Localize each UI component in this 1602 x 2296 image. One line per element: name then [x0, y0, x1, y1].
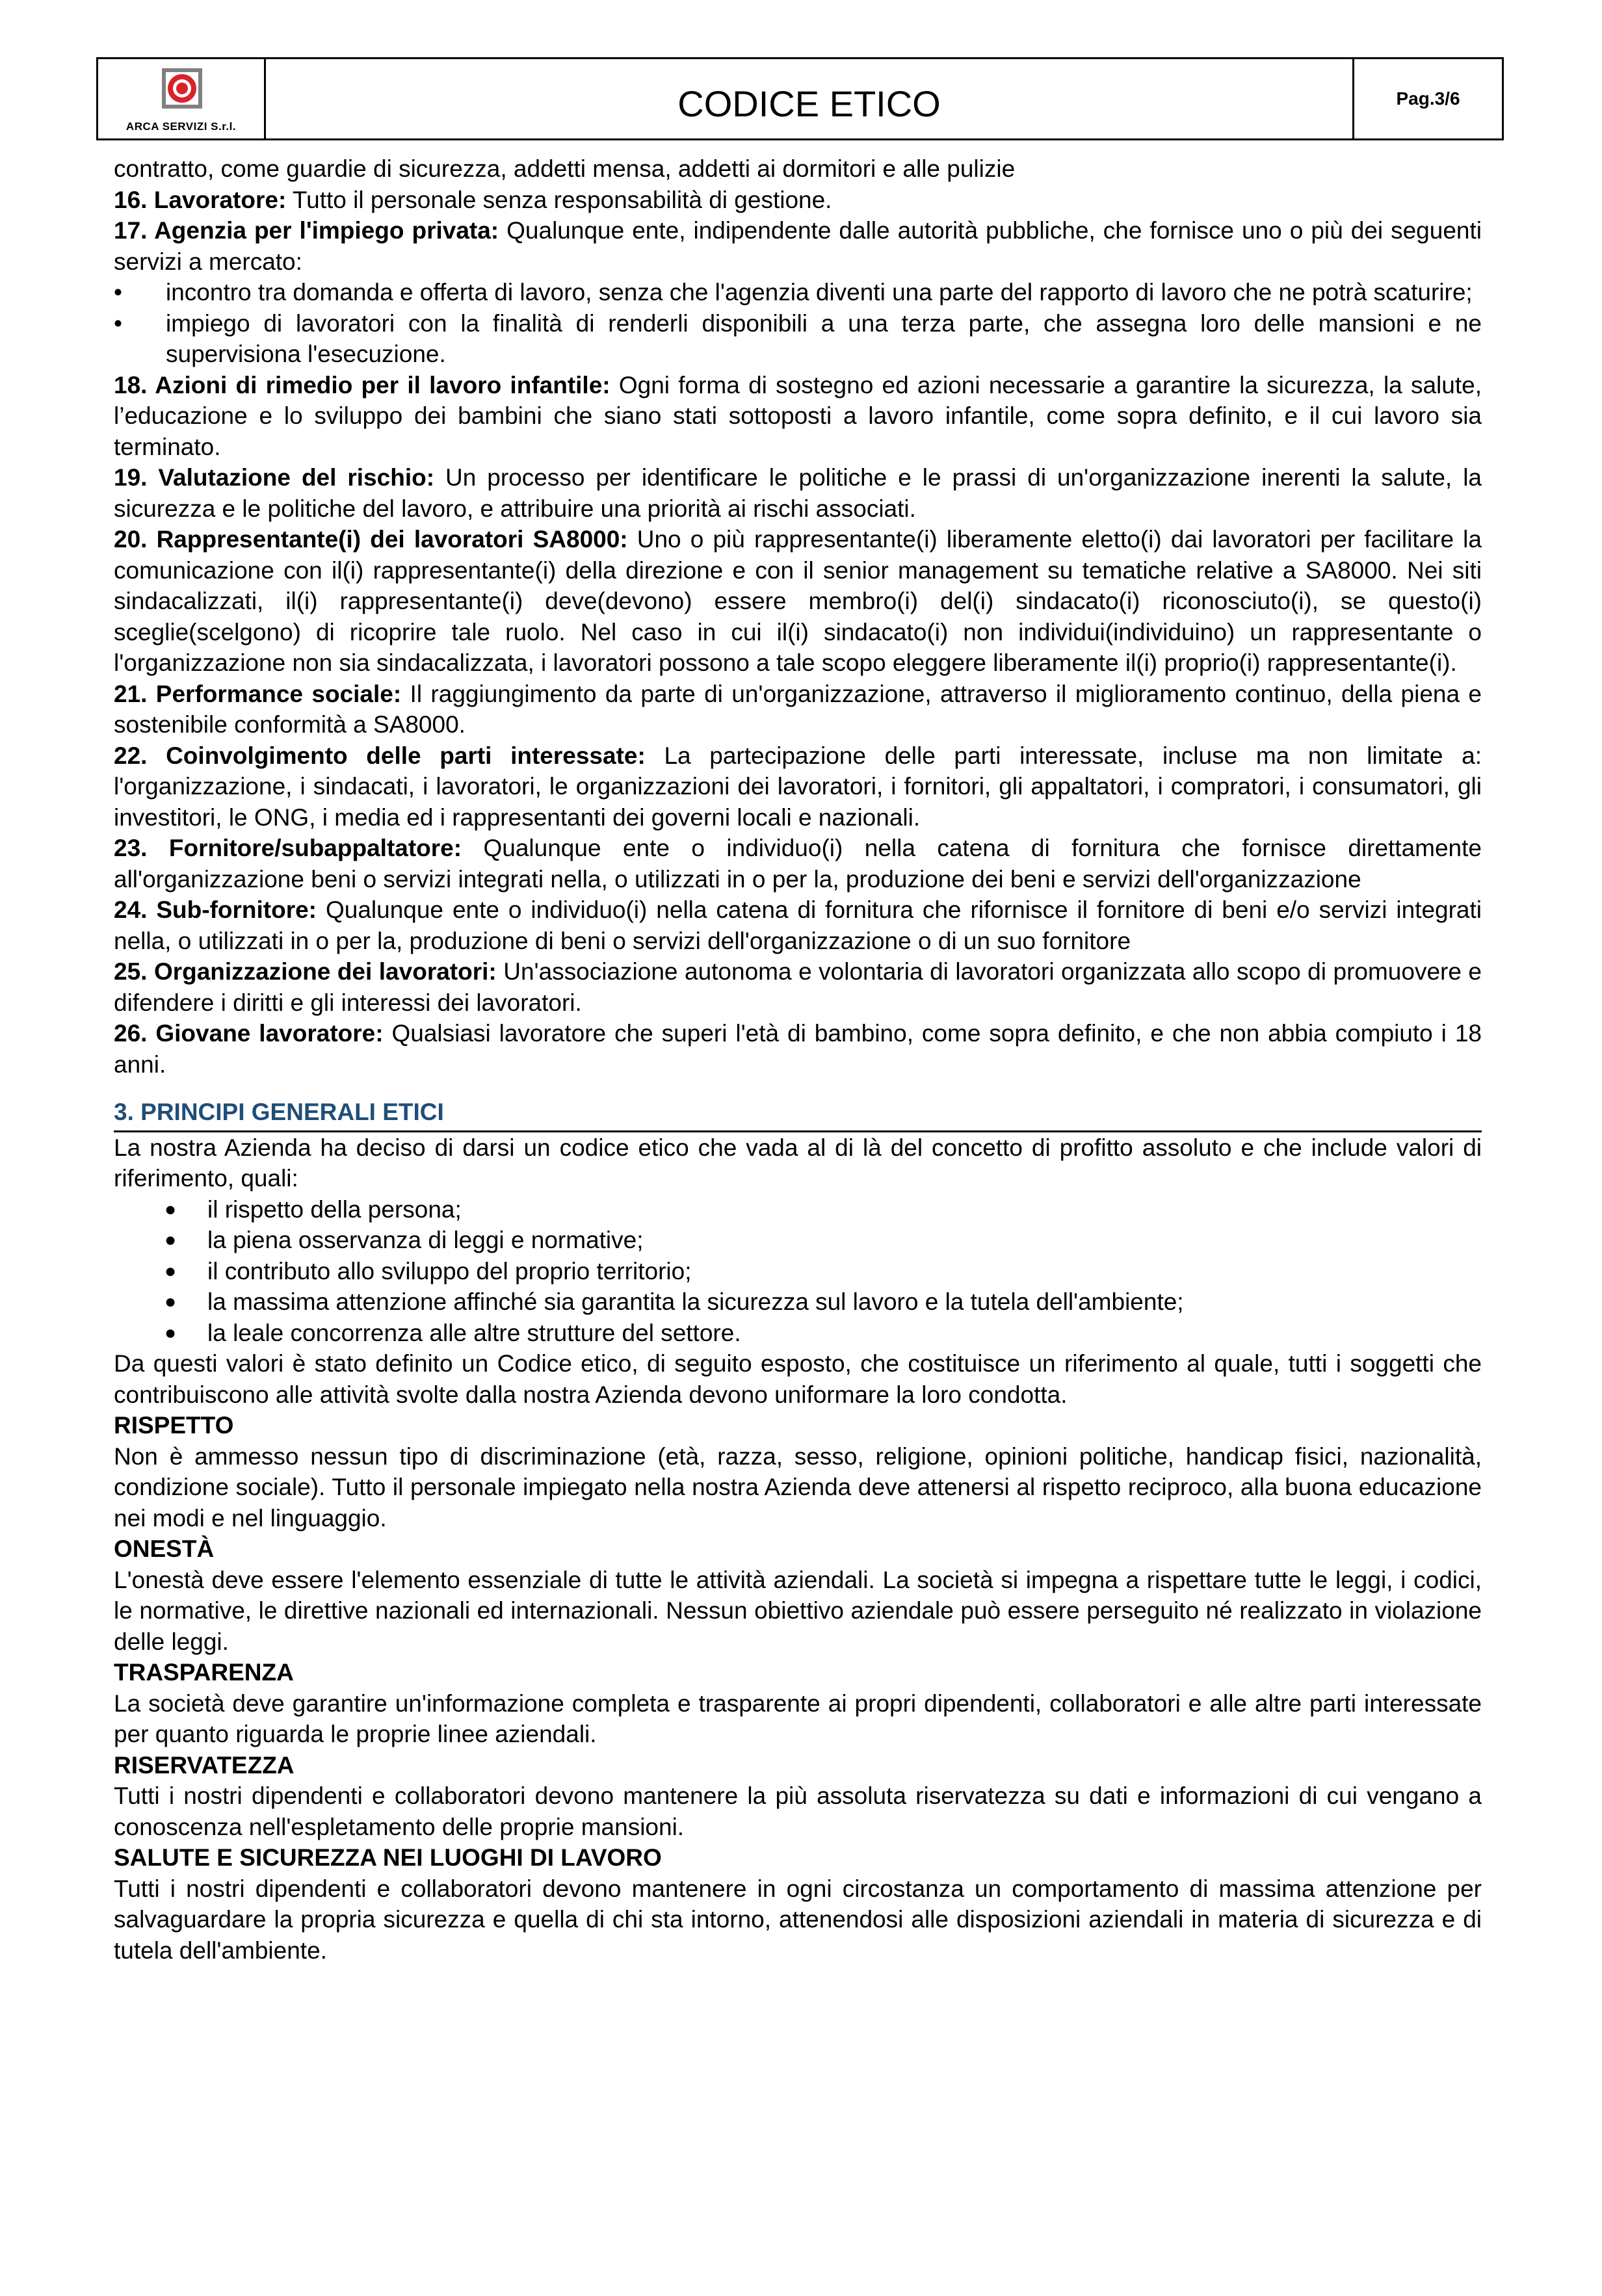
definition-text: Qualsiasi lavoratore che superi l'età di bambino, come sopra definito, e che non abbia compiuto i 18 anni.: [114, 1020, 1482, 1078]
definition-text: Un processo per identificare le politiche e le prassi di un'organizzazione inerenti la salute, la sicurezza e le politiche del lavoro, e attribuire una priorità ai rischi associati.: [114, 464, 1482, 522]
definition-term: 25. Organizzazione dei lavoratori:: [114, 958, 497, 985]
bullet-icon: ●: [164, 1198, 177, 1220]
subheading-onesta: ONESTÀ: [114, 1535, 215, 1562]
paragraph-onesta: L'onestà deve essere l'elemento essenziale di tutte le attività aziendali. La società si impegna a rispettare tutte le leggi, i codici, le normative, le direttive nazionali ed internazionali. Nessun obiettivo aziendale può essere perseguito né realizzato in violazione delle leggi.: [114, 1566, 1482, 1655]
list-item-text: incontro tra domanda e offerta di lavoro, senza che l'agenzia diventi una parte del rapporto di lavoro che ne potrà scaturire;: [166, 279, 1473, 306]
list-item: [114, 308, 1482, 370]
document-body: [114, 153, 1482, 1966]
bullet-icon: ●: [164, 1291, 177, 1312]
definition-term: 21. Performance sociale:: [114, 680, 402, 707]
definition-24: [114, 894, 1482, 956]
list-item: [114, 1225, 1482, 1256]
document-title: CODICE ETICO: [677, 83, 941, 124]
definition-22: [114, 740, 1482, 833]
page-header: [96, 57, 1504, 140]
list-item: [114, 1194, 1482, 1225]
list-item: [114, 1256, 1482, 1287]
paragraph-trasparenza: La società deve garantire un'informazione completa e trasparente ai propri dipendenti, collaboratori e alle altre parti interessate per quanto riguarda le proprie linee aziendali.: [114, 1689, 1482, 1747]
paragraph-continuation: contratto, come guardie di sicurezza, addetti mensa, addetti ai dormitori e alle pulizie: [114, 155, 1016, 182]
subheading-trasparenza: TRASPARENZA: [114, 1659, 294, 1686]
list-item-text: la massima attenzione affinché sia garantita la sicurezza sul lavoro e la tutela dell'ambiente;: [207, 1288, 1184, 1315]
definition-20: [114, 524, 1482, 679]
definition-23: [114, 833, 1482, 894]
definition-17: [114, 215, 1482, 277]
paragraph-rispetto: Non è ammesso nessun tipo di discriminazione (età, razza, sesso, religione, opinioni politiche, handicap fisici, nazionalità, condizione sociale). Tutto il personale impiegato nella nostra Azienda deve attenersi al rispetto reciproco, alla buona educazione nei modi e nel linguaggio.: [114, 1442, 1482, 1532]
arca-logo-icon: [161, 67, 204, 110]
paragraph-riservatezza: Tutti i nostri dipendenti e collaboratori devono mantenere la più assoluta riservatezza su dati e informazioni di cui vengano a conoscenza nell'espletamento delle proprie mansioni.: [114, 1782, 1482, 1840]
list-item: [114, 277, 1482, 308]
definition-term: 23. Fornitore/subappaltatore:: [114, 835, 462, 861]
list-item-text: il contributo allo sviluppo del proprio territorio;: [207, 1257, 692, 1285]
definition-25: [114, 956, 1482, 1018]
logo-text: ARCA SERVIZI S.r.l.: [125, 120, 237, 133]
definition-term: 20. Rappresentante(i) dei lavoratori SA8000:: [114, 526, 628, 553]
company-logo: [98, 59, 266, 138]
bullet-icon: •: [114, 279, 122, 306]
definition-term: 24. Sub-fornitore:: [114, 896, 317, 923]
definition-term: 16. Lavoratore:: [114, 186, 287, 213]
list-item-text: il rispetto della persona;: [207, 1195, 462, 1223]
list-item-text: la piena osservanza di leggi e normative;: [207, 1227, 644, 1253]
list-item: [114, 1286, 1482, 1318]
bullet-icon: •: [114, 309, 122, 337]
bullet-icon: ●: [164, 1260, 177, 1282]
definition-18: [114, 370, 1482, 463]
definition-term: 22. Coinvolgimento delle parti interessate:: [114, 742, 646, 769]
subheading-rispetto: RISPETTO: [114, 1412, 234, 1439]
list-item: [114, 1318, 1482, 1349]
subheading-salute-sicurezza: SALUTE E SICUREZZA NEI LUOGHI DI LAVORO: [114, 1844, 662, 1871]
definition-text: Uno o più rappresentante(i) liberamente eletto(i) dai lavoratori per facilitare la comunicazione con il(i) rappresentante(i) della direzione e con il senior management su tematiche relative a SA8000. Nei siti sindacalizzati, il(i) rappresentante(i) deve(devono) essere membro(i) del(i) sindacato(i) riconosciuto(i), se questo(i) sceglie(scelgono) di ricoprire tale ruolo. Nel caso in cui il(i) sindacato(i) non individui(individuino) un rappresentante o l'organizzazione non sia sindacalizzata, i lavoratori possono a tale scopo eleggere liberamente il(i) proprio(i) rappresentante(i).: [114, 526, 1482, 676]
definition-text: Tutto il personale senza responsabilità di gestione.: [286, 186, 832, 213]
bullet-icon: ●: [164, 1322, 177, 1344]
definition-26: [114, 1018, 1482, 1080]
definition-text: Qualunque ente, indipendente dalle autorità pubbliche, che fornisce uno o più dei seguenti servizi a mercato:: [114, 217, 1482, 275]
section-intro: La nostra Azienda ha deciso di darsi un codice etico che vada al di là del concetto di profitto assoluto e che include valori di riferimento, quali:: [114, 1134, 1482, 1192]
definition-term: 19. Valutazione del rischio:: [114, 464, 435, 491]
section-heading: 3. PRINCIPI GENERALI ETICI: [114, 1097, 1482, 1132]
definition-text: La partecipazione delle parti interessate, incluse ma non limitate a: l'organizzazione, i sindacati, i lavoratori, le organizzazioni dei lavoratori, i fornitori, gli appaltatori, i compratori, i consumatori, gli investitori, le ONG, i media ed i rappresentanti dei governi locali e nazionali.: [114, 742, 1482, 831]
definition-text: Qualunque ente o individuo(i) nella catena di fornitura che rifornisce il fornitore di beni e/o servizi integrati nella, o utilizzati in o per la, produzione di beni o servizi dell'organizzazione o di un suo fornitore: [114, 896, 1482, 954]
paragraph-salute-sicurezza: Tutti i nostri dipendenti e collaboratori devono mantenere in ogni circostanza un comportamento di massima attenzione per salvaguardare la propria sicurezza e quella di chi sta intorno, attenendosi alle disposizioni aziendali in materia di sicurezza e di tutela dell'ambiente.: [114, 1875, 1482, 1964]
page-number: Pag.3/6: [1352, 59, 1502, 138]
definition-term: 17. Agenzia per l'impiego privata:: [114, 217, 499, 244]
definition-19: [114, 462, 1482, 524]
list-item-text: la leale concorrenza alle altre strutture del settore.: [207, 1319, 741, 1346]
subheading-riservatezza: RISERVATEZZA: [114, 1751, 295, 1779]
bullet-icon: ●: [164, 1229, 177, 1251]
list-item-text: impiego di lavoratori con la finalità di renderli disponibili a una terza parte, che assegna loro delle mansioni e ne supervisiona l'esecuzione.: [166, 309, 1482, 367]
definition-text: Il raggiungimento da parte di un'organizzazione, attraverso il miglioramento continuo, della piena e sostenibile conformità a SA8000.: [114, 680, 1482, 738]
definition-16: [114, 185, 1482, 216]
values-paragraph: Da questi valori è stato definito un Codice etico, di seguito esposto, che costituisce un riferimento al quale, tutti i soggetti che contribuiscono alle attività svolte dalla nostra Azienda devono uniformare la loro condotta.: [114, 1350, 1482, 1408]
definition-term: 26. Giovane lavoratore:: [114, 1020, 384, 1047]
definition-term: 18. Azioni di rimedio per il lavoro infantile:: [114, 371, 611, 398]
definition-text: Ogni forma di sostegno ed azioni necessarie a garantire la sicurezza, la salute, l’educazione e lo sviluppo dei bambini che siano stati sottoposti a lavoro infantile, come sopra definito, e il cui lavoro sia terminato.: [114, 371, 1482, 460]
definition-21: [114, 679, 1482, 740]
definition-text: Un'associazione autonoma e volontaria di lavoratori organizzata allo scopo di promuovere e difendere i diritti e gli interessi dei lavoratori.: [114, 958, 1482, 1016]
definition-text: Qualunque ente o individuo(i) nella catena di fornitura che fornisce direttamente all'organizzazione beni o servizi integrati nella, o utilizzati in o per la, produzione dei beni e servizi dell'organizzazione: [114, 835, 1482, 893]
